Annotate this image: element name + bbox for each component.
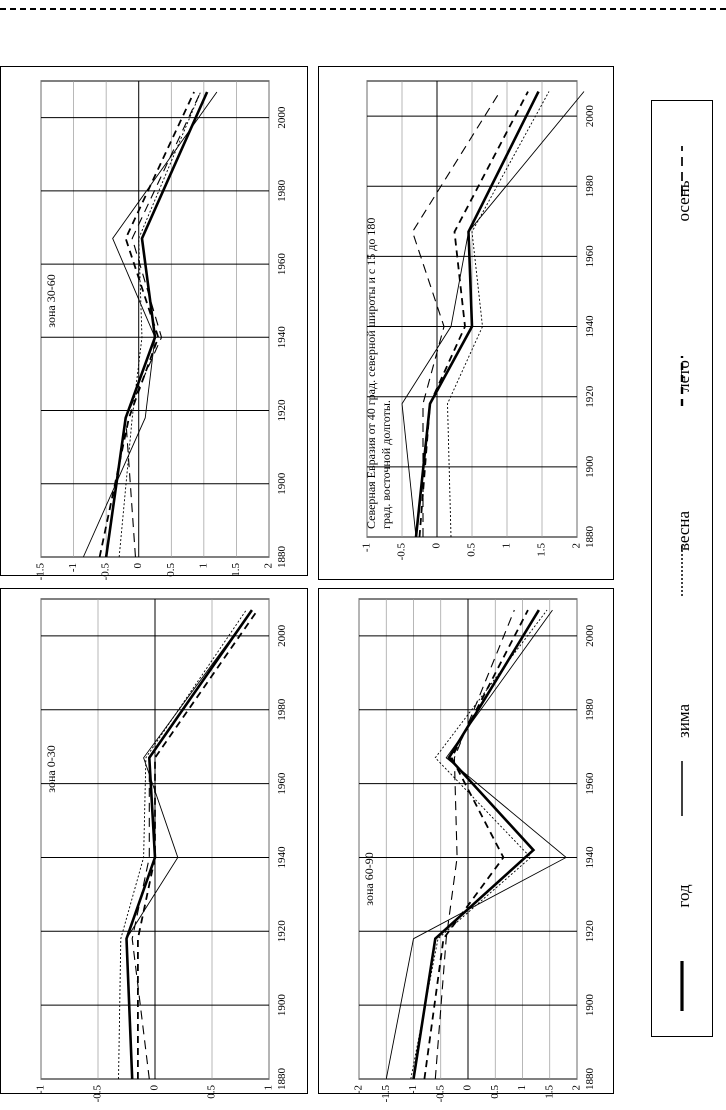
- series-line-осень: [132, 610, 252, 1079]
- year-tick-label: 1880: [276, 546, 288, 568]
- value-tick-label: -0.5: [434, 1085, 447, 1103]
- legend-label: весна: [674, 510, 693, 552]
- year-tick-label: 2000: [276, 106, 288, 129]
- value-tick-label: 1.5: [229, 563, 242, 577]
- year-tick-label: 1960: [276, 772, 288, 795]
- series-line-год: [416, 92, 539, 537]
- value-tick-label: -0.5: [99, 563, 112, 581]
- chart-svg: [1, 589, 307, 1103]
- chart-title: зона 0-30: [44, 745, 58, 793]
- value-tick-label: 0: [461, 1085, 474, 1091]
- year-tick-label: 1940: [276, 846, 288, 869]
- chart-panel-north-eurasia: [318, 66, 614, 580]
- chart-title-line: град. восточной долготы.: [379, 400, 393, 529]
- series-line-зима: [83, 92, 217, 557]
- value-tick-label: 0.5: [465, 543, 478, 557]
- legend-graphic: [652, 101, 712, 1036]
- series-line-весна: [119, 92, 200, 557]
- value-tick-label: -1: [67, 563, 80, 573]
- value-tick-label: 0: [148, 1085, 161, 1091]
- series-line-весна: [448, 92, 550, 537]
- value-tick-label: -1.5: [34, 563, 47, 581]
- legend-label: зима: [674, 704, 693, 738]
- chart-title: зона 60-90: [362, 852, 376, 906]
- value-tick-label: -1: [407, 1085, 420, 1095]
- value-tick-label: 1: [262, 1085, 275, 1091]
- value-tick-label: 0.5: [205, 1085, 218, 1099]
- year-tick-label: 1900: [584, 455, 596, 478]
- value-tick-label: 0: [132, 563, 145, 569]
- year-tick-label: 2000: [584, 105, 596, 128]
- series-line-лето: [138, 610, 258, 1079]
- chart-title: зона 30-60: [44, 274, 58, 328]
- value-tick-label: 0: [430, 543, 443, 549]
- series-line-осень: [435, 610, 514, 1079]
- chart-panel-zone-0-30: [0, 588, 308, 1103]
- chart-svg: [1, 67, 307, 581]
- year-tick-label: 1920: [584, 385, 596, 408]
- year-tick-label: 1920: [584, 920, 596, 943]
- series-line-лето: [420, 92, 529, 537]
- value-tick-label: 1: [500, 543, 513, 549]
- value-tick-label: 2: [570, 1085, 583, 1091]
- year-tick-label: 1940: [584, 315, 596, 338]
- value-tick-label: -0.5: [91, 1085, 104, 1103]
- year-tick-label: 1920: [276, 399, 288, 422]
- year-tick-label: 1980: [584, 698, 596, 721]
- year-tick-label: 1920: [276, 920, 288, 943]
- chart-title-line: Северная Евразия от 40 град. северной широты и с 15 до 180: [364, 217, 378, 529]
- year-tick-label: 2000: [276, 624, 288, 647]
- value-tick-label: 1.5: [543, 1085, 556, 1099]
- series-line-лето: [100, 92, 194, 557]
- year-tick-label: 1960: [276, 253, 288, 276]
- value-tick-label: -1: [34, 1085, 47, 1095]
- legend-label: лето: [674, 360, 693, 392]
- page-top-dashed-border: [0, 8, 726, 10]
- series-line-весна: [119, 610, 247, 1079]
- value-tick-label: -1.5: [379, 1085, 392, 1103]
- series-line-осень: [126, 92, 201, 557]
- series-line-год: [127, 610, 252, 1079]
- year-tick-label: 1980: [276, 179, 288, 202]
- year-tick-label: 1960: [584, 245, 596, 268]
- year-tick-label: 1880: [276, 1068, 288, 1090]
- legend-label: год: [674, 884, 693, 908]
- series-line-осень: [413, 92, 501, 537]
- chart-panel-zone-60-90: [318, 588, 614, 1103]
- value-tick-label: 2: [262, 563, 275, 569]
- year-tick-label: 1900: [584, 994, 596, 1017]
- year-tick-label: 1880: [584, 1068, 596, 1090]
- value-tick-label: 1: [197, 563, 210, 569]
- series-line-лето: [424, 610, 528, 1079]
- year-tick-label: 1900: [276, 994, 288, 1017]
- year-tick-label: 1960: [584, 772, 596, 795]
- chart-panel-zone-30-60: [0, 66, 308, 581]
- series-line-год: [414, 610, 539, 1079]
- chart-svg: [319, 589, 613, 1103]
- year-tick-label: 1940: [584, 846, 596, 869]
- chart-title: [364, 218, 393, 529]
- value-tick-label: 0.5: [164, 563, 177, 577]
- legend-box: [651, 100, 713, 1037]
- year-tick-label: 1900: [276, 472, 288, 495]
- series-line-зима: [127, 610, 252, 939]
- value-tick-label: 2: [570, 543, 583, 549]
- value-tick-label: 0.5: [488, 1085, 501, 1099]
- plot-area: [41, 81, 269, 557]
- legend-label: осень: [674, 180, 693, 222]
- year-tick-label: 1940: [276, 326, 288, 349]
- value-tick-label: -2: [352, 1085, 365, 1095]
- value-tick-label: -0.5: [395, 543, 408, 561]
- year-tick-label: 1880: [584, 526, 596, 548]
- year-tick-label: 1980: [584, 175, 596, 198]
- chart-svg: [319, 67, 613, 579]
- series-line-год: [106, 92, 207, 557]
- year-tick-label: 1980: [276, 698, 288, 721]
- value-tick-label: -1: [360, 543, 373, 553]
- value-tick-label: 1: [516, 1085, 529, 1091]
- value-tick-label: 1.5: [535, 543, 548, 557]
- year-tick-label: 2000: [584, 624, 596, 647]
